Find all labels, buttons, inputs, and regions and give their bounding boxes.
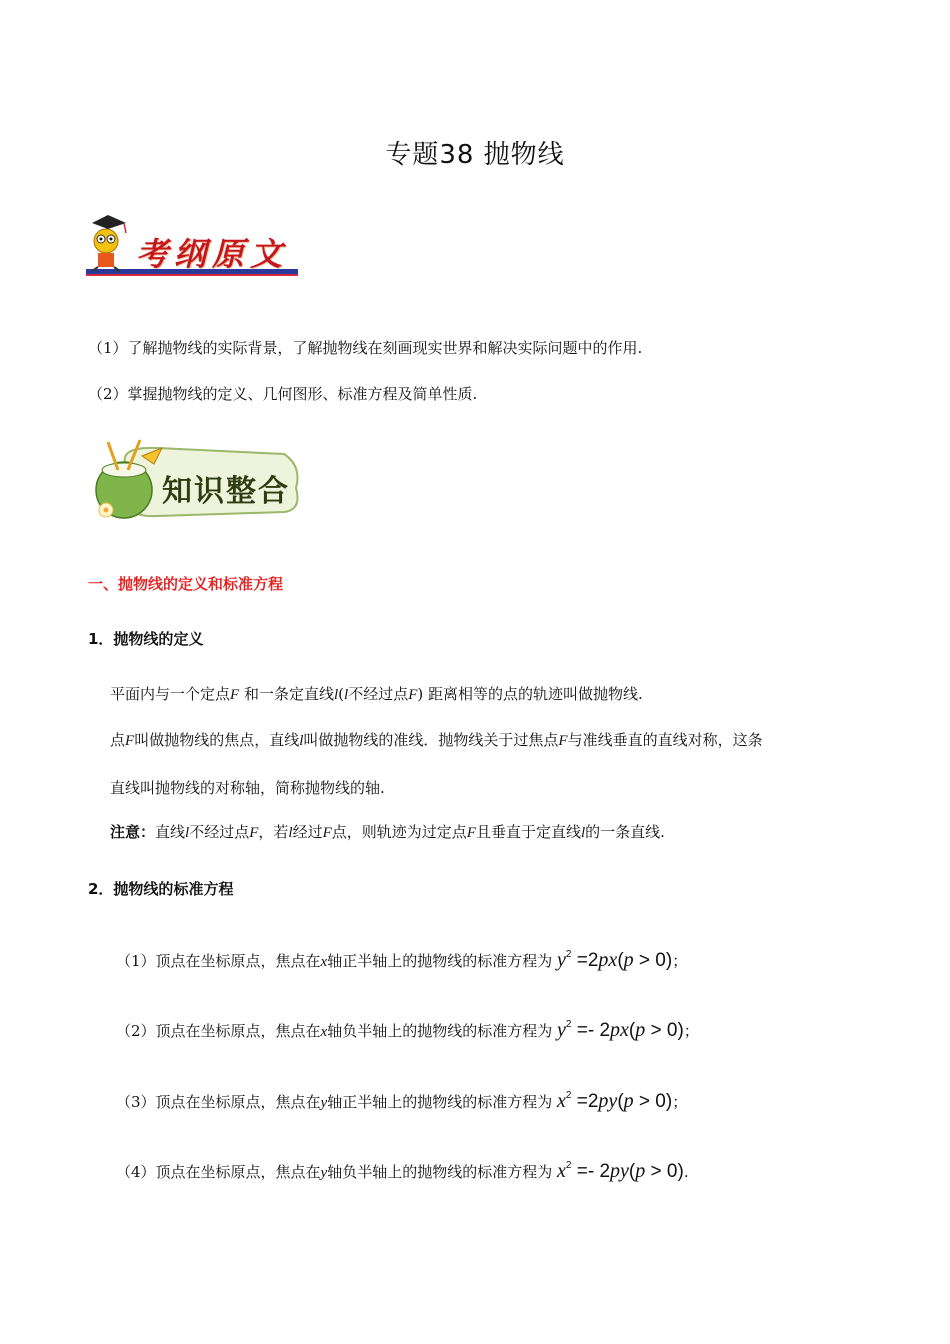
standard-equation-heading: 2．抛物线的标准方程 <box>88 880 234 898</box>
equation-item-3: （3）顶点在坐标原点，焦点在y轴正半轴上的抛物线的标准方程为 $x^2 =2py(p > 0)$； <box>116 1090 688 1112</box>
equation-item-1: （1）顶点在坐标原点，焦点在x轴正半轴上的抛物线的标准方程为 $y^2 =2px(p > 0)$； <box>116 949 688 971</box>
definition-line-3: 直线叫抛物线的对称轴，简称抛物线的轴. <box>110 779 385 797</box>
syllabus-item-2: （2）掌握抛物线的定义、几何图形、标准方程及简单性质. <box>88 385 478 403</box>
note-label: 注意： <box>110 823 156 841</box>
knowledge-banner <box>88 438 304 524</box>
page-title: 专题38 抛物线 <box>385 140 565 170</box>
equation-item-2: （2）顶点在坐标原点，焦点在x轴负半轴上的抛物线的标准方程为 $y^2 =- 2px(p > 0)$； <box>116 1019 699 1041</box>
syllabus-item-1: （1）了解抛物线的实际背景，了解抛物线在刻画现实世界和解决实际问题中的作用. <box>88 339 643 357</box>
definition-heading: 1．抛物线的定义 <box>88 630 204 648</box>
definition-note: 注意：直线l不经过点F，若l经过F点，则轨迹为过定点F且垂直于定直线l的一条直线. <box>110 823 665 841</box>
section-heading: 一、抛物线的定义和标准方程 <box>88 575 284 593</box>
equation-item-4: （4）顶点在坐标原点，焦点在y轴负半轴上的抛物线的标准方程为 $x^2 =- 2py(p > 0)$. <box>116 1160 689 1182</box>
definition-line-2: 点F叫做抛物线的焦点，直线l叫做抛物线的准线．抛物线关于过焦点F与准线垂直的直线对称，这条 <box>110 731 763 749</box>
knowledge-banner-title: 知识整合 <box>162 474 290 509</box>
syllabus-banner-title: 考纲原文 <box>136 235 289 273</box>
definition-line-1: 平面内与一个定点F 和一条定直线l(l不经过点F) 距离相等的点的轨迹叫做抛物线. <box>110 685 643 703</box>
syllabus-banner <box>86 207 300 279</box>
